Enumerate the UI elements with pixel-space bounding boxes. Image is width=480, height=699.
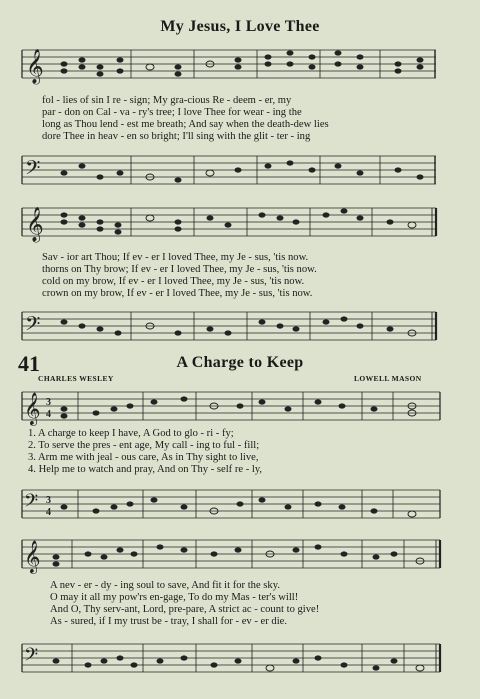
lyric-line: 3. Arm me with jeal - ous care, As in Thy sight to live, [28,452,259,463]
hymn-author: CHARLES WESLEY [38,374,114,383]
svg-text:3: 3 [46,495,51,506]
svg-text:𝄢: 𝄢 [24,644,39,669]
lyric-line: And O, Thy serv-ant, Lord, pre-pare, A strict ac - count to give! [50,604,320,615]
svg-text:𝄢: 𝄢 [25,314,41,340]
hymn-composer: LOWELL MASON [354,374,422,383]
lyric-line: As - sured, if I my trust be - tray, I shall for - ev - er die. [50,616,288,627]
svg-text:4: 4 [46,507,51,518]
lyric-line: 4. Help me to watch and pray, And on Thy - self re - ly, [28,464,263,475]
staff-system1-treble [0,42,480,102]
hymn-number: 41 [18,351,40,376]
svg-text:𝄞: 𝄞 [26,208,44,241]
lyric-line: long as Thou lend - est me breath; And say when the death-dew lies [42,119,329,130]
lyric-line: thorns on Thy brow; If ev - er I loved Thee, my Je - sus, 'tis now. [42,264,317,275]
staff-system4-bass [0,636,480,682]
svg-text:𝄞: 𝄞 [24,542,41,573]
hymn-title: A Charge to Keep [176,354,304,371]
svg-text:𝄢: 𝄢 [24,490,39,515]
lyric-line: crown on my brow, If ev - er I loved Thee, my Je - sus, 'tis now. [42,288,313,299]
staff-system2-treble [0,200,480,248]
lyric-line: 2. To serve the pres - ent age, My call - ing to ful - fill; [28,440,260,451]
lyric-line: 1. A charge to keep I have, A God to glo - ri - fy; [28,428,234,439]
svg-text:3: 3 [46,397,51,408]
lyric-line: Sav - ior art Thou; If ev - er I loved Thee, my Je - sus, 'tis now. [42,252,309,263]
svg-text:𝄞: 𝄞 [26,50,44,83]
staff-system3-bass [0,480,480,526]
staff-system1-bass [0,144,480,194]
lyric-line: O may it all my pow'rs en-gage, To do my Mas - ter's will! [50,592,299,603]
lyric-line: fol - lies of sin I re - sign; My gra-cious Re - deem - er, my [42,95,292,106]
staff-system4-treble [0,534,480,578]
svg-text:4: 4 [46,409,51,420]
lyric-line: cold on my brow, If ev - er I loved Thee, my Je - sus, 'tis now. [42,276,305,287]
staff-system2-bass [0,300,480,350]
lyric-line: par - don on Cal - va - ry's tree; I love Thee for wear - ing the [42,107,302,118]
svg-text:𝄞: 𝄞 [24,394,41,425]
lyric-line: A nev - er - dy - ing soul to save, And fit it for the sky. [50,580,280,591]
hymn-title-top: My Jesus, I Love Thee [160,18,320,35]
svg-text:𝄢: 𝄢 [25,158,41,184]
lyric-line: dore Thee in heav - en so bright; I'll sing with the glit - ter - ing [42,131,311,142]
staff-system3-treble [0,386,480,430]
